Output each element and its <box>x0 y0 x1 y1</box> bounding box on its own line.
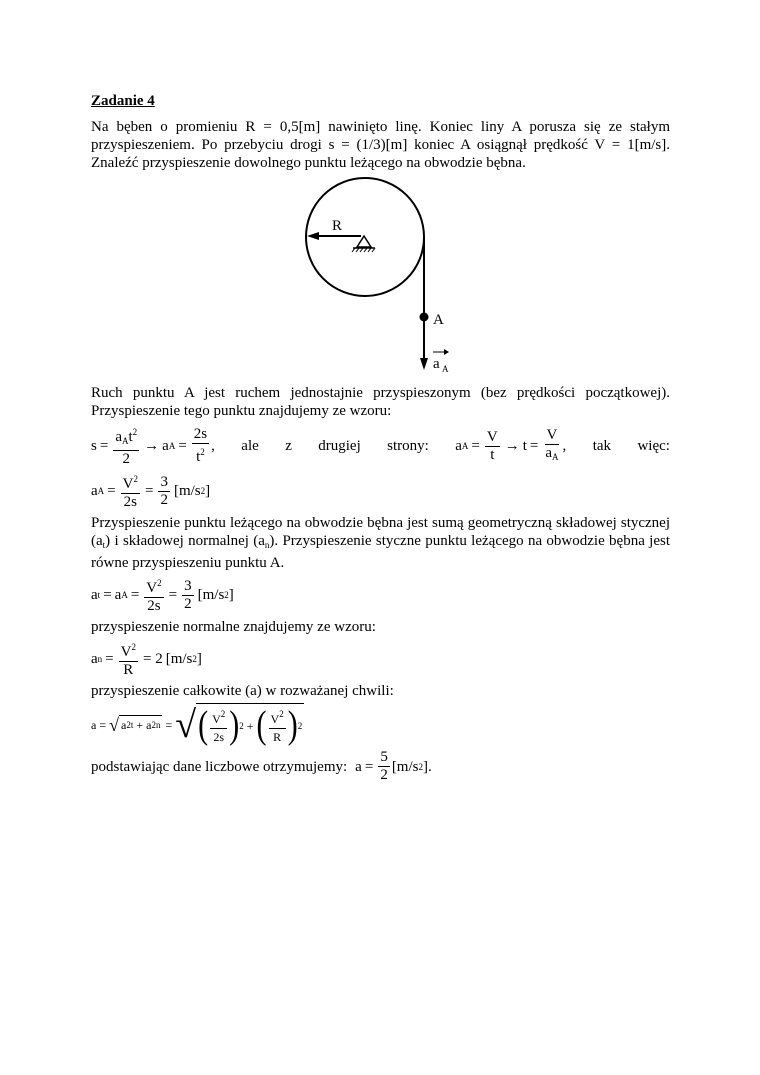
radius-arrowhead <box>307 232 319 240</box>
equation-row-5: a = √ a 2 t + a 2 n = √ ( $\frac{V^2}{2s}$ ) 2 + ( $\frac{V^2}{R}$ ) 2 <box>91 703 303 747</box>
normal-acc-paragraph: przyspieszenie normalne znajdujemy ze wzoru: <box>91 619 376 635</box>
acceleration-arrowhead <box>420 358 428 370</box>
motion-paragraph: Ruch punktu A jest ruchem jednostajnie przyspieszonym (bez prędkości początkowej). Przyspieszenie tego punktu znajdujemy ze wzoru: <box>91 385 670 419</box>
document-page <box>91 92 670 787</box>
pivot-support <box>357 236 371 247</box>
equation-row-6: podstawiając dane liczbowe otrzymujemy: a = $\frac{5}{2}$ [m/s 2 ] . <box>91 749 432 783</box>
equation-row-1: s = $\frac{a_At^2}{2}$ → a A = $\frac{2s}{t^2}$ , ale z drugiej strony: a A = $\frac{V}{t}$ → t = $\frac{V}{a_A}$ , tak więc: <box>91 426 670 467</box>
drum-figure <box>91 174 670 384</box>
label-a-sub: A <box>442 364 449 374</box>
components-paragraph: Przyspieszenie punktu leżącego na obwodzie bębna jest sumą geometryczną składowej stycznej $(a_t)$ i składowej normalnej $(a_n)$. Przyspieszenie styczne punktu leżącego na obwodzie bębna jest równe przyspieszeniu punktu A. <box>91 515 671 571</box>
label-A: A <box>433 312 444 328</box>
task-description: Na bęben o promieniu R = 0,5[m] nawinięto linę. Koniec liny A porusza się ze stałym przyspieszeniem. Po przebyciu drogi s = (1/3)[m] koniec A osiągnął prędkość V = 1[m/s]. Znaleźć przyspieszenie dowolnego punktu leżącego na obwodzie bębna. <box>91 119 670 171</box>
equation-row-2: a A = $\frac{V^2}{2s}$ = $\frac{3}{2}$ [m/s 2 ] <box>91 471 670 511</box>
point-A-dot <box>420 313 429 322</box>
equation-row-3: a t = a A = $\frac{V^2}{2s}$ = $\frac{3}{2}$ [m/s 2 ] <box>91 575 670 615</box>
task-title: Zadanie 4 <box>91 93 155 109</box>
label-R: R <box>332 218 343 234</box>
equation-row-4: a n = $\frac{V^2}{R}$ = 2 [m/s 2 ] <box>91 639 670 679</box>
label-a: a <box>433 356 440 372</box>
result-paragraph: podstawiając dane liczbowe otrzymujemy: <box>91 758 348 775</box>
drum-diagram <box>91 174 670 384</box>
total-acc-paragraph: przyspieszenie całkowite (a) w rozważanej chwili: <box>91 683 394 699</box>
